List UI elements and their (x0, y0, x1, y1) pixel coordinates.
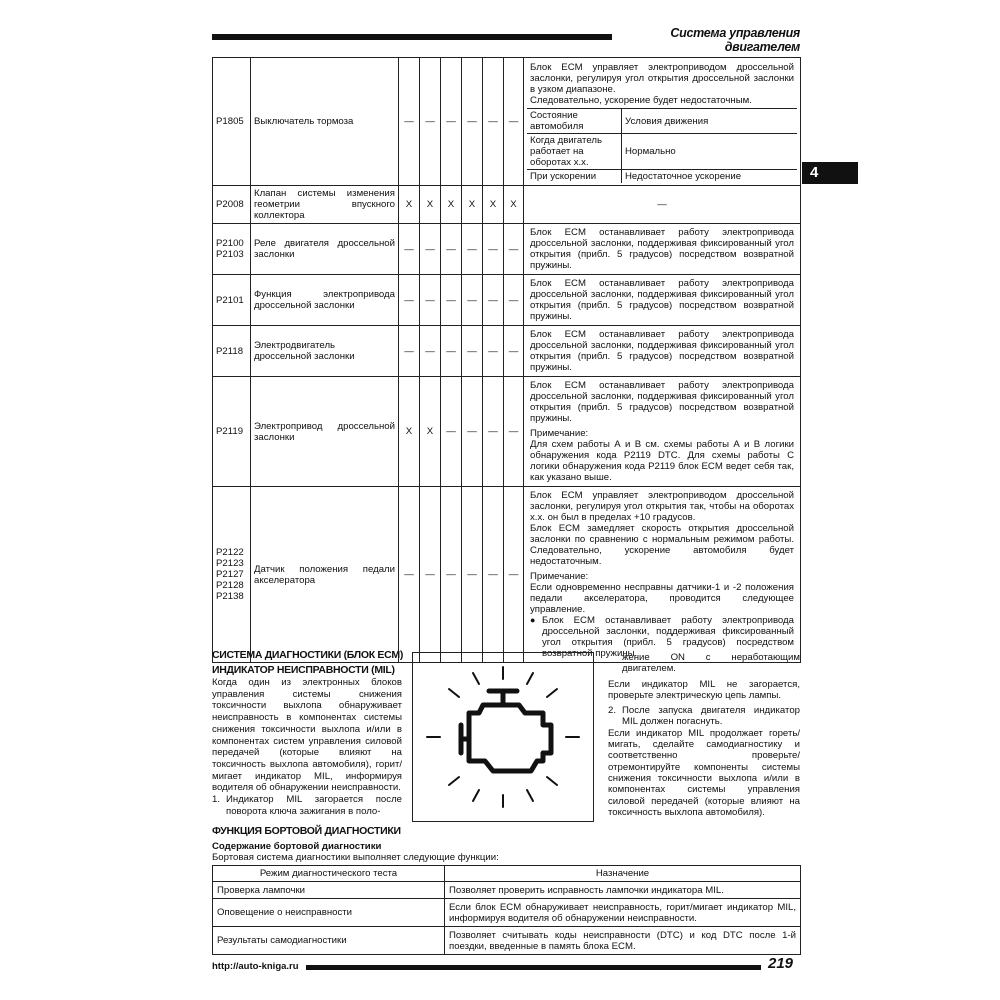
column-header: Режим диагностического теста (213, 866, 445, 882)
mark: — (483, 326, 504, 377)
table-row (213, 326, 801, 377)
mark: — (441, 377, 462, 487)
engine-warning-icon (413, 653, 593, 821)
bullet-text: Блок ECM останавливает работу электропривода дроссельной заслонки, поддерживая фиксированный угол открытия (прибл. 5 градусов) посредством возвратной пружины. (542, 615, 794, 659)
fail-safe-text: Следовательно, ускорение будет недостаточным. (530, 95, 752, 106)
table-row (213, 927, 801, 955)
mark: X (441, 186, 462, 224)
mark: — (441, 224, 462, 275)
item-name: Функция электропривода дроссельной заслонки (251, 275, 399, 326)
fail-safe-text: Блок ECM останавливает работу электропривода дроссельной заслонки, поддерживая фиксированный угол открытия (прибл. 5 градусов) посредством возвратной пружины. (530, 227, 794, 271)
mark: — (504, 487, 524, 663)
mark: — (420, 487, 441, 663)
mark: X (483, 186, 504, 224)
table-row (213, 224, 801, 275)
mark: — (504, 377, 524, 487)
fail-safe-cell (524, 275, 801, 326)
test-mode: Оповещение о неисправности (213, 899, 445, 927)
mark: — (483, 58, 504, 186)
dtc-code: P2101 (213, 275, 251, 326)
condition-value: Недостаточное ускорение (622, 170, 798, 184)
intro-text: Бортовая система диагностики выполняет следующие функции: (212, 852, 499, 863)
mark: — (399, 326, 420, 377)
fail-safe-cell (524, 377, 801, 487)
mil-description (212, 677, 402, 817)
fail-safe-text: Блок ECM останавливает работу электропривода дроссельной заслонки, поддерживая фиксированный угол открытия (прибл. 5 градусов) посредством возвратной пружины. (530, 329, 794, 373)
condition-label: При ускорении (527, 170, 622, 184)
purpose: Позволяет считывать коды неисправности (DTC) и код DTC после 1-й поездки, введенные в память блока ECM. (445, 927, 801, 955)
item-name: Клапан системы изменения геометрии впускного коллектора (251, 186, 399, 224)
test-mode: Проверка лампочки (213, 882, 445, 899)
subsection-heading: ИНДИКАТОР НЕИСПРАВНОСТИ (MIL) (212, 664, 395, 676)
dtc-code: P2008 (213, 186, 251, 224)
note-title: Примечание: (530, 428, 589, 439)
mark: — (399, 275, 420, 326)
mark: — (462, 275, 483, 326)
condition-label: Состояние автомобиля (527, 109, 622, 134)
mark: — (420, 58, 441, 186)
dtc-fail-safe-table (212, 57, 801, 663)
mark: — (399, 487, 420, 663)
numbered-item: 2. После запуска двигателя индикатор MIL должен погаснуть. (608, 705, 800, 728)
fail-safe-cell (524, 58, 801, 186)
numbered-item-text-start: Индикатор MIL загорается после поворота ключа зажигания в поло- (226, 794, 402, 817)
item-name: Выключатель тормоза (251, 58, 399, 186)
mark: — (504, 275, 524, 326)
footer-rule (306, 965, 761, 970)
item-name: Электродвигатель дроссельной заслонки (251, 326, 399, 377)
note-text: Для схем работы А и В см. схемы работы А и В логики обнаружения кода P2119 DTC. Для схемы работы С логики обнаружения кода P2119 блок ECM ведет себя так, как указано выше. (530, 439, 794, 483)
running-header-title: Система управления двигателем (670, 26, 800, 54)
condition-label: Когда двигатель работает на оборотах х.х. (527, 134, 622, 170)
fail-safe-text: Блок ECM замедляет скорость открытия дроссельной заслонки по сравнению с нормальным режимом работы. Следовательно, ускорение автомобиля будет недостаточным. (530, 523, 794, 567)
mark: — (483, 275, 504, 326)
numbered-item-text: После запуска двигателя индикатор MIL должен погаснуть. (622, 705, 800, 728)
table-row (213, 58, 801, 186)
mark: X (399, 377, 420, 487)
mark: — (504, 58, 524, 186)
mark: — (420, 326, 441, 377)
table-row (213, 487, 801, 663)
mark: — (462, 326, 483, 377)
numbered-item: 1. Индикатор MIL загорается после поворота ключа зажигания в поло- (212, 794, 402, 817)
table-row (213, 899, 801, 927)
footer-url: http://auto-kniga.ru (212, 961, 299, 972)
fail-safe-text: Блок ECM останавливает работу электропривода дроссельной заслонки, поддерживая фиксированный угол открытия (прибл. 5 градусов) посредством возвратной пружины. (530, 278, 794, 322)
purpose: Позволяет проверить исправность лампочки индикатора MIL. (445, 882, 801, 899)
note-title: Примечание: (530, 571, 589, 582)
mark: — (462, 377, 483, 487)
table-row (213, 377, 801, 487)
fail-safe-cell (524, 224, 801, 275)
mil-description-continued (608, 652, 800, 818)
mark: — (483, 377, 504, 487)
mark: — (504, 224, 524, 275)
dtc-code: P2118 (213, 326, 251, 377)
mark: — (483, 224, 504, 275)
table-row (213, 275, 801, 326)
mark: — (483, 487, 504, 663)
mark: — (441, 487, 462, 663)
column-header: Назначение (445, 866, 801, 882)
condition-value: Условия движения (622, 109, 798, 134)
note-text: Если одновременно несправны датчики-1 и -2 положения педали акселератора, проводится следующее управление. (530, 582, 794, 615)
mark: — (399, 224, 420, 275)
mark: — (441, 58, 462, 186)
bullet-icon: ● (530, 615, 536, 625)
mark: — (441, 275, 462, 326)
mark: X (420, 186, 441, 224)
mark: X (399, 186, 420, 224)
condition-value: Нормально (622, 134, 798, 170)
mark: X (420, 377, 441, 487)
fail-safe-cell (524, 326, 801, 377)
diagnostic-functions-table (212, 865, 801, 955)
item-name: Электропривод дроссельной заслонки (251, 377, 399, 487)
mark: — (462, 224, 483, 275)
paragraph: Если индикатор MIL не загорается, проверьте электрическую цепь лампы. (608, 678, 800, 701)
table-row (213, 882, 801, 899)
mark: — (441, 326, 462, 377)
fail-safe-cell (524, 487, 801, 663)
purpose: Если блок ECM обнаруживает неисправность, горит/мигает индикатор MIL, информируя водителя об обнаружении неисправности. (445, 899, 801, 927)
fail-safe-text: Блок ECM останавливает работу электропривода дроссельной заслонки, поддерживая фиксированный угол открытия (прибл. 5 градусов) посредством возвратной пружины. (530, 380, 794, 424)
dtc-code: P2119 (213, 377, 251, 487)
section-heading: СИСТЕМА ДИАГНОСТИКИ (БЛОК ECM) (212, 649, 404, 661)
item-name: Датчик положения педали акселератора (251, 487, 399, 663)
test-mode: Результаты самодиагностики (213, 927, 445, 955)
mark: — (420, 275, 441, 326)
mark: — (462, 487, 483, 663)
dtc-code: P2122 P2123 P2127 P2128 P2138 (213, 487, 251, 663)
fail-safe-text: Блок ECM управляет электроприводом дроссельной заслонки, регулируя угол открытия дроссельной заслонки в узком диапазоне. (530, 62, 794, 95)
mil-illustration (412, 652, 594, 822)
mark: X (462, 186, 483, 224)
chapter-tab (802, 162, 858, 184)
dtc-code: P1805 (213, 58, 251, 186)
paragraph: жение ON с неработающим двигателем. (622, 652, 800, 675)
header-rule (212, 34, 612, 40)
mark: — (462, 58, 483, 186)
item-name: Реле двигателя дроссельной заслонки (251, 224, 399, 275)
dtc-code: P2100 P2103 (213, 224, 251, 275)
table-header-row (213, 866, 801, 882)
mark: — (399, 58, 420, 186)
mark: — (504, 326, 524, 377)
mark: — (420, 224, 441, 275)
conditions-table (527, 108, 797, 183)
chapter-tab-number: 4 (810, 164, 819, 181)
page-number: 219 (768, 955, 794, 972)
section-heading: ФУНКЦИЯ БОРТОВОЙ ДИАГНОСТИКИ (212, 825, 401, 837)
fail-safe-text: — (524, 186, 801, 224)
subsection-heading: Содержание бортовой диагностики (212, 841, 382, 852)
mark: X (504, 186, 524, 224)
table-row (213, 186, 801, 224)
fail-safe-text: Блок ECM управляет электроприводом дроссельной заслонки, регулируя угол открытия так, чтобы на оборотах х.х. он был в пределах +10 градусов. (530, 490, 794, 523)
paragraph: Если индикатор MIL продолжает гореть/мигать, сделайте самодиагностику и соответственно проверьте/отремонтируйте компоненты системы снижения токсичности выхлопа и/или в компонентах системы управления силовой передачей (которые влияют на токсичность выхлопа автомобиля). (608, 727, 800, 818)
paragraph: Когда один из электронных блоков управления системы снижения токсичности выхлопа обнаруживает неисправность в компонентах системы снижения токсичности выхлопа и/или в компонентах систем управления силовой передачей (которые влияют на токсичность выхлопа автомобиля), горит/мигает индикатор MIL, информируя водителя об обнаружении неисправности. (212, 677, 402, 794)
